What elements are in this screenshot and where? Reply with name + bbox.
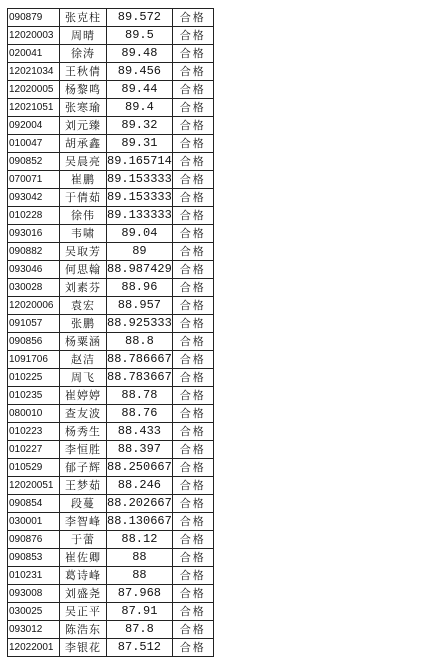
candidate-name-cell: 王秋倩 <box>60 63 107 81</box>
result-cell: 合格 <box>172 279 213 297</box>
table-row <box>8 279 214 297</box>
candidate-name-cell: 袁宏 <box>60 297 107 315</box>
candidate-name-cell: 李智峰 <box>60 513 107 531</box>
result-cell: 合格 <box>172 567 213 585</box>
candidate-id-cell: 090853 <box>8 549 60 567</box>
score-cell: 89.48 <box>107 45 173 63</box>
score-cell: 89 <box>107 243 173 261</box>
candidate-name-cell: 郁子辉 <box>60 459 107 477</box>
table-row <box>8 117 214 135</box>
score-cell: 87.8 <box>107 621 173 639</box>
candidate-name-cell: 吴取芳 <box>60 243 107 261</box>
score-cell: 88.130667 <box>107 513 173 531</box>
results-table <box>7 8 214 657</box>
candidate-id-cell: 010235 <box>8 387 60 405</box>
result-cell: 合格 <box>172 117 213 135</box>
candidate-id-cell: 030025 <box>8 603 60 621</box>
result-cell: 合格 <box>172 207 213 225</box>
score-cell: 88.397 <box>107 441 173 459</box>
score-cell: 88.246 <box>107 477 173 495</box>
score-cell: 88.925333 <box>107 315 173 333</box>
score-cell: 89.44 <box>107 81 173 99</box>
candidate-name-cell: 于蕾 <box>60 531 107 549</box>
candidate-name-cell: 何思翰 <box>60 261 107 279</box>
table-row <box>8 27 214 45</box>
table-row <box>8 513 214 531</box>
result-cell: 合格 <box>172 261 213 279</box>
candidate-id-cell: 093012 <box>8 621 60 639</box>
candidate-id-cell: 093046 <box>8 261 60 279</box>
candidate-id-cell: 12022001 <box>8 639 60 657</box>
candidate-name-cell: 徐伟 <box>60 207 107 225</box>
candidate-id-cell: 010231 <box>8 567 60 585</box>
score-cell: 89.5 <box>107 27 173 45</box>
result-cell: 合格 <box>172 225 213 243</box>
candidate-name-cell: 于倩茹 <box>60 189 107 207</box>
table-row <box>8 261 214 279</box>
table-row <box>8 9 214 27</box>
result-cell: 合格 <box>172 315 213 333</box>
candidate-id-cell: 090854 <box>8 495 60 513</box>
candidate-name-cell: 查友波 <box>60 405 107 423</box>
candidate-id-cell: 12020005 <box>8 81 60 99</box>
result-cell: 合格 <box>172 135 213 153</box>
candidate-name-cell: 赵洁 <box>60 351 107 369</box>
candidate-id-cell: 12020051 <box>8 477 60 495</box>
score-cell: 88 <box>107 567 173 585</box>
table-row <box>8 351 214 369</box>
result-cell: 合格 <box>172 99 213 117</box>
score-cell: 89.153333 <box>107 171 173 189</box>
score-cell: 87.91 <box>107 603 173 621</box>
candidate-name-cell: 陈浩东 <box>60 621 107 639</box>
table-row <box>8 387 214 405</box>
candidate-name-cell: 周飞 <box>60 369 107 387</box>
table-row <box>8 153 214 171</box>
candidate-name-cell: 刘素芬 <box>60 279 107 297</box>
table-row <box>8 639 214 657</box>
result-cell: 合格 <box>172 441 213 459</box>
result-cell: 合格 <box>172 387 213 405</box>
table-row <box>8 189 214 207</box>
table-row <box>8 45 214 63</box>
table-row <box>8 459 214 477</box>
candidate-id-cell: 12021051 <box>8 99 60 117</box>
table-row <box>8 63 214 81</box>
candidate-id-cell: 12021034 <box>8 63 60 81</box>
candidate-name-cell: 张鹏 <box>60 315 107 333</box>
candidate-name-cell: 杨秀生 <box>60 423 107 441</box>
result-cell: 合格 <box>172 27 213 45</box>
table-row <box>8 297 214 315</box>
candidate-id-cell: 010047 <box>8 135 60 153</box>
score-cell: 88.957 <box>107 297 173 315</box>
table-row <box>8 207 214 225</box>
result-cell: 合格 <box>172 621 213 639</box>
result-cell: 合格 <box>172 153 213 171</box>
table-row <box>8 315 214 333</box>
result-cell: 合格 <box>172 495 213 513</box>
result-cell: 合格 <box>172 639 213 657</box>
result-cell: 合格 <box>172 603 213 621</box>
table-row <box>8 531 214 549</box>
score-cell: 89.04 <box>107 225 173 243</box>
candidate-name-cell: 吴晨亮 <box>60 153 107 171</box>
table-row <box>8 243 214 261</box>
table-row <box>8 171 214 189</box>
candidate-id-cell: 010529 <box>8 459 60 477</box>
result-cell: 合格 <box>172 351 213 369</box>
candidate-id-cell: 090879 <box>8 9 60 27</box>
score-cell: 88.76 <box>107 405 173 423</box>
result-cell: 合格 <box>172 369 213 387</box>
candidate-name-cell: 崔婷婷 <box>60 387 107 405</box>
candidate-name-cell: 张寒瑜 <box>60 99 107 117</box>
table-row <box>8 423 214 441</box>
score-cell: 88.250667 <box>107 459 173 477</box>
result-cell: 合格 <box>172 423 213 441</box>
score-cell: 88 <box>107 549 173 567</box>
candidate-name-cell: 胡承鑫 <box>60 135 107 153</box>
result-cell: 合格 <box>172 171 213 189</box>
result-cell: 合格 <box>172 531 213 549</box>
candidate-name-cell: 李恒胜 <box>60 441 107 459</box>
candidate-id-cell: 070071 <box>8 171 60 189</box>
candidate-id-cell: 010223 <box>8 423 60 441</box>
score-cell: 89.133333 <box>107 207 173 225</box>
candidate-name-cell: 崔佐卿 <box>60 549 107 567</box>
candidate-name-cell: 吴正平 <box>60 603 107 621</box>
candidate-name-cell: 张克柱 <box>60 9 107 27</box>
score-cell: 88.8 <box>107 333 173 351</box>
candidate-id-cell: 010227 <box>8 441 60 459</box>
score-cell: 88.78 <box>107 387 173 405</box>
candidate-id-cell: 080010 <box>8 405 60 423</box>
result-cell: 合格 <box>172 45 213 63</box>
candidate-id-cell: 090882 <box>8 243 60 261</box>
result-cell: 合格 <box>172 405 213 423</box>
result-cell: 合格 <box>172 513 213 531</box>
candidate-id-cell: 010228 <box>8 207 60 225</box>
score-cell: 89.572 <box>107 9 173 27</box>
score-cell: 88.987429 <box>107 261 173 279</box>
candidate-name-cell: 杨粟涵 <box>60 333 107 351</box>
candidate-id-cell: 1091706 <box>8 351 60 369</box>
result-cell: 合格 <box>172 477 213 495</box>
score-cell: 88.96 <box>107 279 173 297</box>
candidate-id-cell: 090876 <box>8 531 60 549</box>
result-cell: 合格 <box>172 81 213 99</box>
score-cell: 88.783667 <box>107 369 173 387</box>
score-cell: 89.32 <box>107 117 173 135</box>
result-cell: 合格 <box>172 459 213 477</box>
result-cell: 合格 <box>172 189 213 207</box>
candidate-name-cell: 刘盛尧 <box>60 585 107 603</box>
table-row <box>8 585 214 603</box>
table-row <box>8 603 214 621</box>
table-row <box>8 621 214 639</box>
result-cell: 合格 <box>172 9 213 27</box>
candidate-id-cell: 020041 <box>8 45 60 63</box>
candidate-name-cell: 周晴 <box>60 27 107 45</box>
candidate-name-cell: 葛诗峰 <box>60 567 107 585</box>
score-cell: 88.12 <box>107 531 173 549</box>
table-row <box>8 333 214 351</box>
candidate-id-cell: 093008 <box>8 585 60 603</box>
score-cell: 87.968 <box>107 585 173 603</box>
table-row <box>8 405 214 423</box>
score-cell: 88.202667 <box>107 495 173 513</box>
candidate-name-cell: 韦啸 <box>60 225 107 243</box>
result-cell: 合格 <box>172 549 213 567</box>
candidate-id-cell: 090852 <box>8 153 60 171</box>
table-row <box>8 99 214 117</box>
candidate-name-cell: 刘元臻 <box>60 117 107 135</box>
candidate-id-cell: 010225 <box>8 369 60 387</box>
candidate-id-cell: 092004 <box>8 117 60 135</box>
candidate-name-cell: 杨黎鸣 <box>60 81 107 99</box>
table-row <box>8 81 214 99</box>
results-table-body <box>8 9 214 657</box>
candidate-id-cell: 030028 <box>8 279 60 297</box>
candidate-id-cell: 090856 <box>8 333 60 351</box>
candidate-name-cell: 徐涛 <box>60 45 107 63</box>
candidate-name-cell: 王梦茹 <box>60 477 107 495</box>
result-cell: 合格 <box>172 333 213 351</box>
candidate-id-cell: 093042 <box>8 189 60 207</box>
candidate-id-cell: 091057 <box>8 315 60 333</box>
table-row <box>8 567 214 585</box>
score-cell: 89.165714 <box>107 153 173 171</box>
result-cell: 合格 <box>172 243 213 261</box>
table-row <box>8 477 214 495</box>
score-cell: 89.4 <box>107 99 173 117</box>
result-cell: 合格 <box>172 297 213 315</box>
result-cell: 合格 <box>172 585 213 603</box>
table-row <box>8 225 214 243</box>
candidate-id-cell: 093016 <box>8 225 60 243</box>
candidate-id-cell: 030001 <box>8 513 60 531</box>
candidate-name-cell: 李银花 <box>60 639 107 657</box>
candidate-id-cell: 12020003 <box>8 27 60 45</box>
table-row <box>8 135 214 153</box>
score-cell: 89.31 <box>107 135 173 153</box>
score-cell: 88.786667 <box>107 351 173 369</box>
score-cell: 87.512 <box>107 639 173 657</box>
score-cell: 89.153333 <box>107 189 173 207</box>
table-row <box>8 495 214 513</box>
table-row <box>8 369 214 387</box>
table-row <box>8 549 214 567</box>
score-cell: 89.456 <box>107 63 173 81</box>
candidate-id-cell: 12020006 <box>8 297 60 315</box>
candidate-name-cell: 崔鹏 <box>60 171 107 189</box>
table-row <box>8 441 214 459</box>
candidate-name-cell: 段蔓 <box>60 495 107 513</box>
score-cell: 88.433 <box>107 423 173 441</box>
result-cell: 合格 <box>172 63 213 81</box>
